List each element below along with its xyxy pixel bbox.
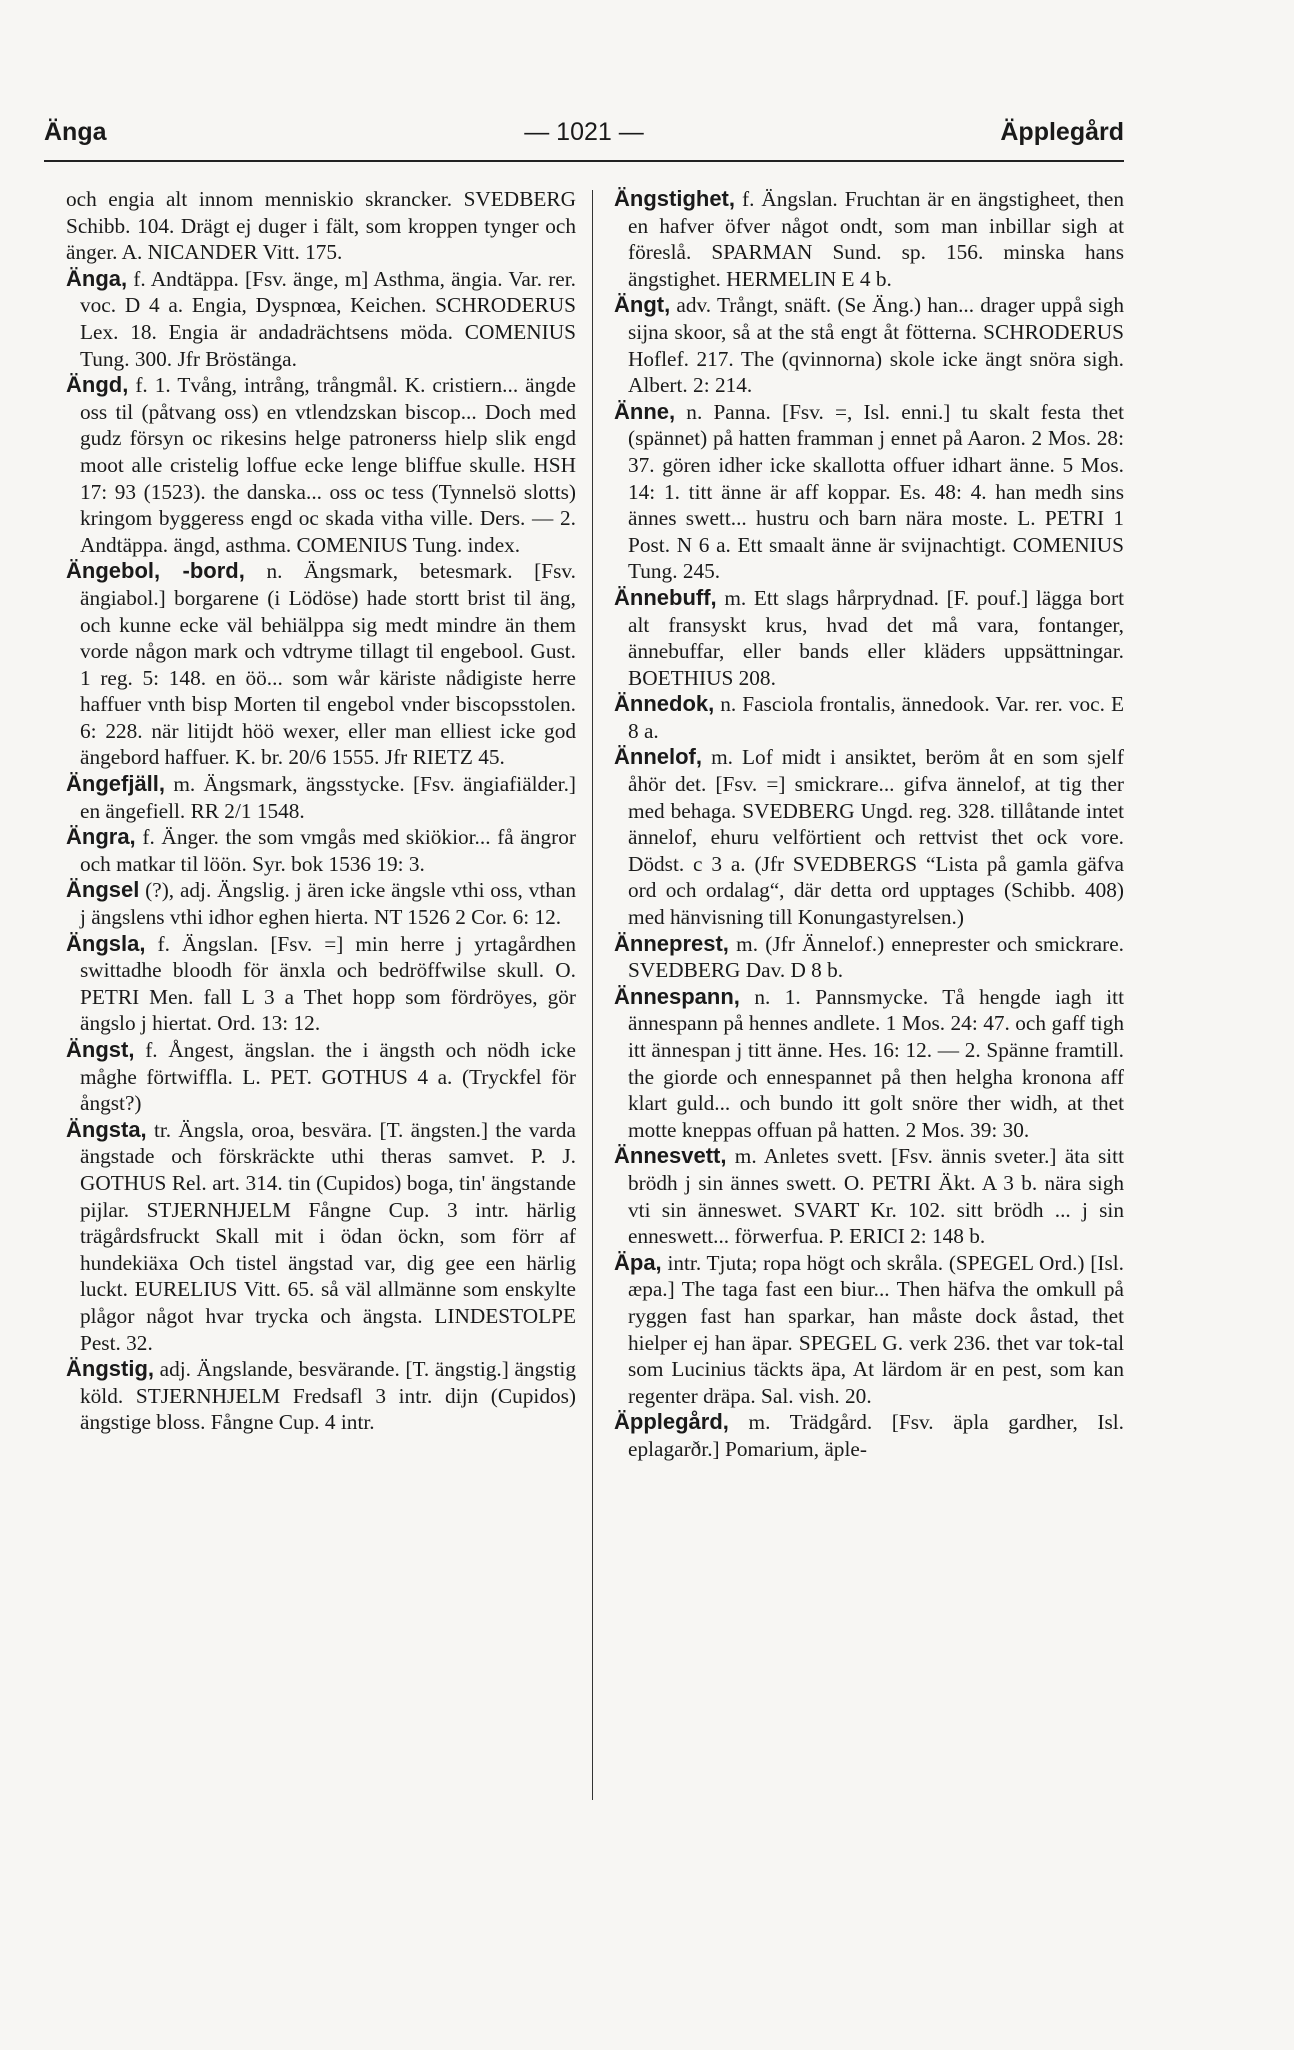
dictionary-entry — [614, 1409, 1124, 1462]
entry-headword: Ängd, — [66, 372, 129, 398]
page-number: — 1021 — — [524, 118, 644, 146]
entry-text: intr. Tjuta; ropa högt och skråla. (SPEGEL Ord.) [Isl. æpa.] The taga fast een biur... Then häfva the omkull på ryggen fast han sparkar, han måste dock åstad, thet hielper ej han äpar. SPEGEL G. verk 236. thet var tok-tal som Lucinius täckts äpa, At lärdom är en pest, som kan regenter dräpa. Sal. vish. 20. — [628, 1250, 1124, 1408]
dictionary-entry — [614, 931, 1124, 984]
dictionary-entry — [614, 399, 1124, 585]
dictionary-entry — [66, 1117, 576, 1356]
dictionary-entry — [614, 984, 1124, 1144]
dictionary-entry — [66, 1037, 576, 1117]
entry-text: m. Trädgård. [Fsv. äpla gardher, Isl. eplagarðr.] Pomarium, äple- — [628, 1410, 1124, 1461]
entry-headword: Ängstighet, — [614, 186, 735, 211]
entry-headword: Ängstig, — [66, 1356, 154, 1382]
dictionary-entry — [614, 1250, 1124, 1410]
entry-headword: Ängsel — [66, 877, 140, 903]
dictionary-entry — [66, 931, 576, 1037]
entry-text: m. Ängsmark, ängsstycke. [Fsv. ängiafiälder.] en ängefiell. RR 2/1 1548. — [80, 772, 576, 823]
entry-headword: Ängt, — [614, 292, 671, 318]
entry-headword: Änneprest, — [614, 930, 729, 956]
entry-text: n. 1. Pannsmycke. Tå hengde iagh itt ännespann på hennes andlete. 1 Mos. 24: 47. och gaff tigh itt ännespan j titt änne. Hes. 16: 12. — 2. Spänne framtill. the giorde och ennespannet på then helgha kronona aff klart guld... och bundo itt golt snöre ther widh, at thet motte kneppas offuan på hatten. 2 Mos. 39: 30. — [628, 984, 1124, 1142]
dictionary-entry — [614, 744, 1124, 930]
entry-headword: Äpplegård, — [614, 1409, 729, 1435]
entry-text: f. 1. Tvång, intrång, trångmål. K. cristiern... ängde oss til (påtvang oss) en vtlendzskan biscop... Doch med gudz försyn oc rikesins helge patronerss hielp slik engd moot alle cristelig loffue ecke lenge bliffue skulle. HSH 17: 93 (1523). the danska... oss oc tess (Tynnelsö slotts) kringom byggeress engd oc skada vitha ville. Ders. — 2. Andtäppa. ängd, asthma. COMENIUS Tung. index. — [80, 373, 576, 557]
entry-text: f. Ängslan. [Fsv. =] min herre j yrtagårdhen swittadhe bloodh för änxla och bedröffwilse skull. O. PETRI Men. fall L 3 a Thet hopp som fördröyes, gör ängslo j hiertat. Ord. 13: 12. — [80, 931, 576, 1036]
dictionary-entry — [614, 691, 1124, 744]
dictionary-entry — [614, 186, 1124, 292]
dictionary-entry — [614, 585, 1124, 691]
entry-text: f. Ängslan. Fruchtan är en ängstigheet, then en hafver öfver något ondt, som man inbillar sigh at föreslå. SPARMAN Sund. sp. 156. minska hans ängstighet. HERMELIN E 4 b. — [628, 187, 1124, 291]
left-column — [66, 186, 576, 1436]
entry-text: n. Ängsmark, betesmark. [Fsv. ängiabol.] borgarene (i Lödöse) hade stortt brist til äng, och kunne ecke väl behiälppa sig medt mindre än them vorde någon mark och vdtryme tillagt til engebool. Gust. 1 reg. 5: 148. en öö... som wår käriste nådigiste herre haffuer vnth bisp Morten til engebol vnder biscopsstolen. 6: 228. när litijdt höö wexer, eller man elliest icke god ängebord haffuer. K. br. 20/6 1555. Jfr RIETZ 45. — [80, 559, 576, 770]
dictionary-entry — [66, 558, 576, 771]
entry-headword: Ängebol, -bord, — [66, 558, 245, 584]
entry-text: adv. Trångt, snäft. (Se Äng.) han... drager uppå sigh sijna skoor, så at the stå engt åt fötterna. SCHRODERUS Hoflef. 217. The (qvinnorna) skole icke ängt snöra sigh. Albert. 2: 214. — [628, 293, 1124, 398]
entry-headword: Ännebuff, — [614, 584, 717, 610]
dictionary-entry — [66, 372, 576, 558]
entry-text: m. Lof midt i ansiktet, beröm åt en som sjelf åhör det. [Fsv. =] smickrare... gifva ännelof, at tig ther med behaga. SVEDBERG Ungd. reg. 328. tillåtande intet ännelof, ehuru velförtient och rettvist thet ock vore. Dödst. c 3 a. (Jfr SVEDBERGS “Lista på gamla gäfva ord och ordalag“, där detta ord upptages (Schibb. 408) med hänvisning till Konungastyrelsen.) — [628, 745, 1124, 930]
entry-text: tr. Ängsla, oroa, besvära. [T. ängsten.] the varda ängstade och förskräckte uthi theras samvet. P. J. GOTHUS Rel. art. 314. tin (Cupidos) boga, tin' ängstande pijlar. STJERNHJELM Fångne Cup. 3 intr. härlig trägårdsfruckt Skall mit i ödan öckn, som förr af hundekiäxa Och tistel ängstad var, dig gee een härlig luckt. EURELIUS Vitt. 65. så väl allmänne som enskylte plågor något hvar trycka och ängsta. LINDESTOLPE Pest. 32. — [80, 1117, 576, 1355]
header-rule — [44, 160, 1124, 162]
entry-headword: Äpa, — [614, 1249, 662, 1275]
dictionary-entry — [66, 824, 576, 877]
entry-headword: Ängsta, — [66, 1116, 147, 1142]
dictionary-entry — [66, 266, 576, 372]
dictionary-entry — [66, 877, 576, 930]
right-column — [614, 186, 1124, 1463]
dictionary-entry — [66, 186, 576, 266]
entry-text: m. Anletes svett. [Fsv. ännis sveter.] äta sitt brödh j sin ännes swett. O. PETRI Äkt. A 3 b. nära sigh vti sin änneswet. SVART Kr. 102. sitt brödh ... j sin enneswett... förwerfua. P. ERICI 2: 148 b. — [628, 1144, 1124, 1249]
entry-headword: Ängst, — [66, 1037, 135, 1062]
entry-text: adj. Ängslande, besvärande. [T. ängstig.] ängstig köld. STJERNHJELM Fredsafl 3 intr. dijn (Cupidos) ängstige bloss. Fångne Cup. 4 intr. — [80, 1357, 576, 1435]
entry-text: m. (Jfr Ännelof.) enneprester och smickrare. SVEDBERG Dav. D 8 b. — [628, 931, 1124, 983]
entry-headword: Ännelof, — [614, 744, 702, 770]
page-header — [44, 118, 1124, 158]
entry-text: (?), adj. Ängslig. j ären icke ängsle vthi oss, vthan j ängslens vthi idhor eghen hierta. NT 1526 2 Cor. 6: 12. — [80, 878, 576, 930]
dictionary-entry — [66, 771, 576, 824]
entry-headword: Ännesvett, — [614, 1143, 727, 1169]
entry-text: f. Ångest, ängslan. the i ängsth och nödh icke måghe förtwiffla. L. PET. GOTHUS 4 a. (Tryckfel för ångst?) — [80, 1038, 576, 1116]
entry-text: f. Andtäppa. [Fsv. änge, m] Asthma, ängia. Var. rer. voc. D 4 a. Engia, Dyspnœa, Keichen. SCHRODERUS Lex. 18. Engia är andadrächtsens möda. COMENIUS Tung. 300. Jfr Bröstänga. — [80, 266, 576, 371]
entry-headword: Ängsla, — [66, 930, 146, 956]
dictionary-entry — [614, 1143, 1124, 1249]
entry-headword: Änga, — [66, 265, 128, 291]
entry-headword: Ännedok, — [614, 691, 715, 717]
column-divider — [592, 190, 593, 1800]
entry-text: f. Änger. the som vmgås med skiökior... få ängror och matkar til löön. Syr. bok 1536 19: 3. — [80, 825, 576, 876]
entry-headword: Ännespann, — [614, 983, 740, 1009]
entry-text: och engia alt innom menniskio skrancker. SVEDBERG Schibb. 104. Drägt ej duger i fält, som kroppen tynger och änger. A. NICANDER Vitt. 175. — [66, 187, 576, 265]
entry-text: n. Panna. [Fsv. =, Isl. enni.] tu skalt festa thet (spännet) på hatten framman j ennet på Aaron. 2 Mos. 28: 37. gören idher icke skallotta offuer idhart änne. 5 Mos. 14: 1. titt änne är aff koppar. Es. 48: 4. han medh sins ännes swett... hustru och barn nära moste. L. PETRI 1 Post. N 6 a. Ett smaalt änne är svijnachtigt. COMENIUS Tung. 245. — [628, 399, 1124, 584]
entry-headword: Ängra, — [66, 824, 136, 850]
header-left-guideword: Änga — [44, 118, 107, 146]
dictionary-entry — [614, 292, 1124, 398]
entry-headword: Änne, — [614, 398, 676, 424]
header-right-guideword: Äpplegård — [1000, 118, 1124, 146]
entry-text: n. Fasciola frontalis, ännedook. Var. rer. voc. E 8 a. — [628, 692, 1124, 743]
dictionary-entry — [66, 1356, 576, 1436]
entry-headword: Ängefjäll, — [66, 771, 166, 797]
entry-text: m. Ett slags hårprydnad. [F. pouf.] lägga bort alt fransyskt krus, hvad det må vara, fontanger, ännebuffar, eller bands eller kläders uppsättningar. BOETHIUS 208. — [628, 585, 1124, 690]
